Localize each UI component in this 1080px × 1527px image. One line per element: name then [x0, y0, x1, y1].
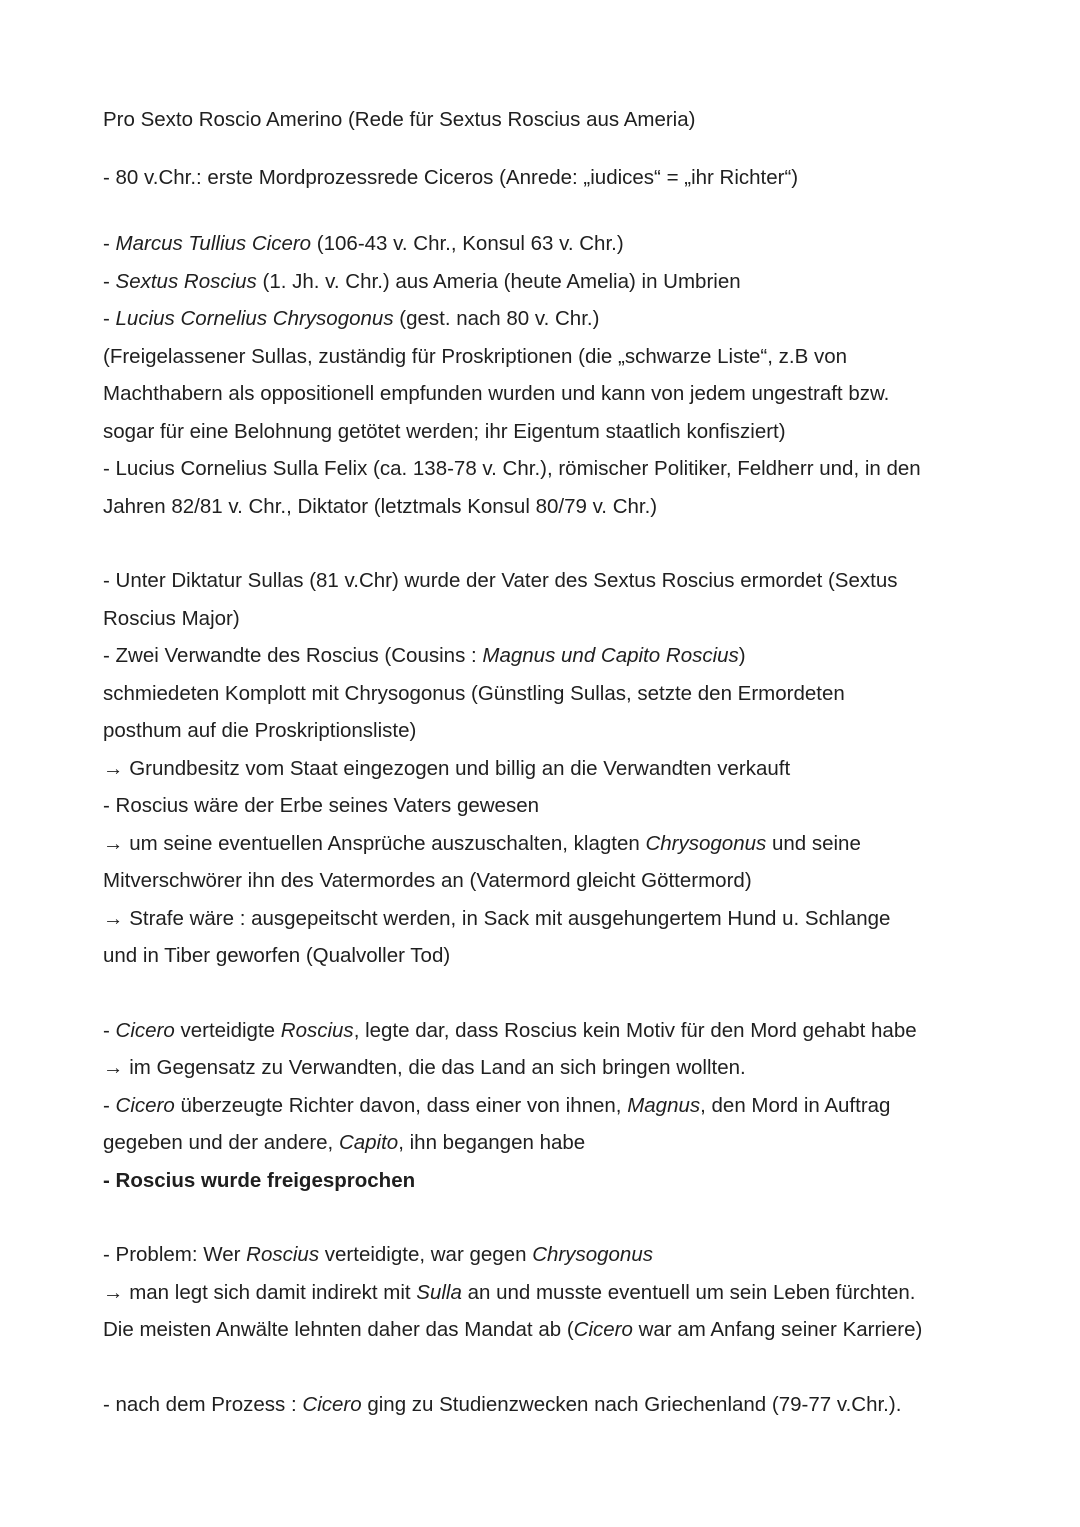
text-line: gegeben und der andere, Capito, ihn begangen habe: [103, 1131, 586, 1154]
person-chrysogonus: - Lucius Cornelius Chrysogonus (gest. nach 80 v. Chr.): [103, 307, 600, 330]
text-line: sogar für eine Belohnung getötet werden; ihr Eigentum staatlich konfisziert): [103, 419, 786, 443]
verdict-line: - Roscius wurde freigesprochen: [103, 1168, 416, 1192]
text-line: - Cicero überzeugte Richter davon, dass einer von ihnen, Magnus, den Mord in Auftrag: [103, 1093, 891, 1117]
text-line: posthum auf die Proskriptionsliste): [103, 719, 417, 742]
text-line: → man legt sich damit indirekt mit Sulla an und musste eventuell um sein Leben fürchten.: [103, 1280, 916, 1304]
document-page: [103, 101, 1003, 1423]
person-sulla: - Lucius Cornelius Sulla Felix (ca. 138-78 v. Chr.), römischer Politiker, Feldherr und, in den: [103, 457, 921, 480]
problem-section: [103, 1236, 1003, 1349]
text-line: → im Gegensatz zu Verwandten, die das Land an sich bringen wollten.: [103, 1056, 746, 1079]
text-line: Die meisten Anwälte lehnten daher das Mandat ab (Cicero war am Anfang seiner Karriere): [103, 1318, 923, 1341]
text-line: → Strafe wäre : ausgepeitscht werden, in Sack mit ausgehungertem Hund u. Schlange: [103, 906, 891, 930]
text-line: - Cicero verteidigte Roscius, legte dar, dass Roscius kein Motiv für den Mord gehabt habe: [103, 1018, 917, 1042]
after-section: [103, 1386, 1003, 1424]
person-cicero: - Marcus Tullius Cicero (106-43 v. Chr., Konsul 63 v. Chr.): [103, 232, 624, 255]
text-line: - Unter Diktatur Sullas (81 v.Chr) wurde der Vater des Sextus Roscius ermordet (Sextus: [103, 569, 898, 592]
intro-line: - 80 v.Chr.: erste Mordprozessrede Ciceros (Anrede: „iudices“ = „ihr Richter“): [103, 165, 799, 189]
text-line: - nach dem Prozess : Cicero ging zu Studienzwecken nach Griechenland (79-77 v.Chr.).: [103, 1392, 902, 1416]
text-line: → um seine eventuellen Ansprüche auszuschalten, klagten Chrysogonus und seine: [103, 831, 861, 855]
text-line: - Problem: Wer Roscius verteidigte, war gegen Chrysogonus: [103, 1243, 653, 1266]
person-roscius: - Sextus Roscius (1. Jh. v. Chr.) aus Ameria (heute Amelia) in Umbrien: [103, 269, 741, 293]
text-line: Roscius Major): [103, 606, 240, 630]
text-line: Mitverschwörer ihn des Vatermordes an (Vatermord gleicht Göttermord): [103, 869, 752, 892]
text-line: schmiedeten Komplott mit Chrysogonus (Günstling Sullas, setzte den Ermordeten: [103, 681, 845, 705]
text-line: und in Tiber geworfen (Qualvoller Tod): [103, 944, 451, 967]
story-section: [103, 562, 1003, 975]
text-line: - Roscius wäre der Erbe seines Vaters gewesen: [103, 794, 540, 817]
document-title: Pro Sexto Roscio Amerino (Rede für Sextus Roscius aus Ameria): [103, 108, 696, 131]
text-line: (Freigelassener Sullas, zuständig für Proskriptionen (die „schwarze Liste“, z.B von: [103, 344, 848, 368]
persons-section: [103, 225, 1003, 525]
text-line: Jahren 82/81 v. Chr., Diktator (letztmals Konsul 80/79 v. Chr.): [103, 494, 658, 518]
text-line: - Zwei Verwandte des Roscius (Cousins : Magnus und Capito Roscius): [103, 644, 746, 667]
text-line: → Grundbesitz vom Staat eingezogen und billig an die Verwandten verkauft: [103, 756, 791, 780]
text-line: Machthabern als oppositionell empfunden wurden und kann von jedem ungestraft bzw.: [103, 382, 890, 405]
defense-section: [103, 1012, 1003, 1200]
